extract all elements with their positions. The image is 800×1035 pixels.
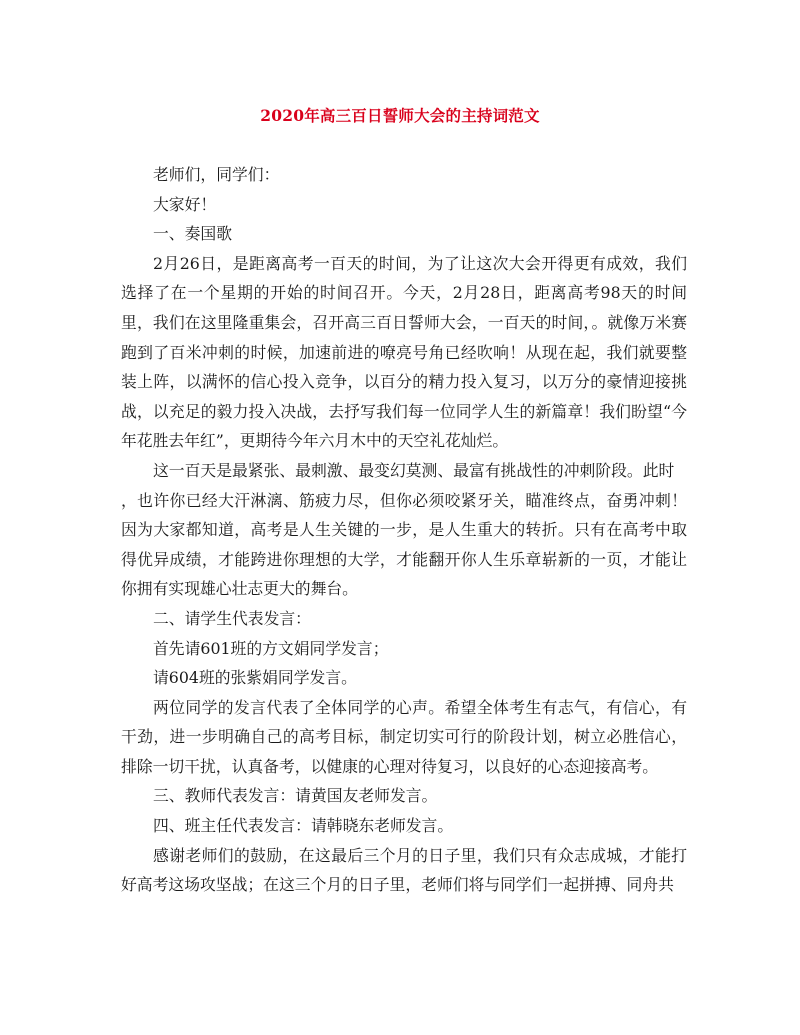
- paragraph-student-2: 请604班的张紫娟同学发言。: [153, 668, 357, 688]
- paragraph-thanks: 感谢老师们的鼓励，在这最后三个月的日子里，我们只有众志成城，才能打好高考这场攻坚战；在这三个月的日子里，老师们将与同学们一起拼搏、同舟共: [121, 845, 687, 895]
- document-title: 2020年高三百日誓师大会的主持词范文: [260, 106, 540, 125]
- section-heading-student-speech: 二、请学生代表发言：: [153, 608, 311, 628]
- paragraph-greeting: 老师们，同学们：: [153, 165, 280, 184]
- paragraph-hundred-days: 这一百天是最紧张、最刺激、最变幻莫测、最富有挑战性的冲刺阶段。此时: [153, 460, 675, 480]
- paragraph-hello: 大家好！: [153, 194, 217, 214]
- paragraph-student-summary: 两位同学的发言代表了全体同学的心声。希望全体考生有志气，有信心，有干劲，进一步明确自己的高考目标，制定切实可行的阶段计划，树立必胜信心，排除一切干扰，认真备考，以健康的心理对待复习，以良好的心态迎接高考。: [121, 697, 687, 776]
- paragraph-hundred-days-cont: ，也许你已经大汗淋漓、筋疲力尽，但你必须咬紧牙关，瞄准终点，奋勇冲刺！因为大家都知道，高考是人生关键的一步，是人生重大的转折。只有在高考中取得优异成绩，才能跨进你理想的大学，才能翻开你人生乐章崭新的一页，才能让你拥有实现雄心壮志更大的舞台。: [121, 490, 687, 599]
- document-body: [121, 160, 687, 900]
- paragraph-opening: 2月26日，是距离高考一百天的时间，为了让这次大会开得更有成效，我们选择了在一个星期的开始的时间召开。今天，2月28日，距离高考98天的时间里，我们在这里隆重集会，召开高三百日誓师大会，一百天的时间，。就像万米赛跑到了百米冲刺的时候，加速前进的嘹亮号角已经吹响！从现在起，我们就要整装上阵，以满怀的信心投入竞争，以百分的精力投入复习，以万分的豪情迎接挑战，以充足的毅力投入决战，去抒写我们每一位同学人生的新篇章！我们盼望“今年花胜去年红”，更期待今年六月木中的天空礼花灿烂。: [121, 253, 687, 451]
- paragraph-student-1: 首先请601班的方文娟同学发言；: [153, 638, 389, 658]
- section-heading-headteacher-speech: 四、班主任代表发言：请韩晓东老师发言。: [153, 816, 454, 836]
- section-heading-anthem: 一、奏国歌: [153, 224, 232, 244]
- section-heading-teacher-speech: 三、教师代表发言：请黄国友老师发言。: [153, 786, 438, 806]
